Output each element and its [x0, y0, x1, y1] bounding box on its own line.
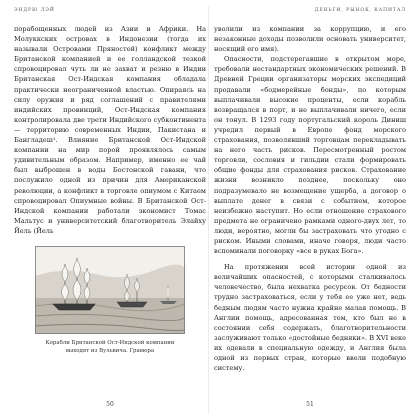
engraving-image: [35, 246, 185, 334]
right-running-head: ДЕНЬГИ, РЫНОК, КАПИТАЛ: [314, 8, 406, 13]
right-folio: 51: [306, 401, 314, 408]
right-page-body: [214, 24, 406, 373]
figure-caption-line: Корабли Британской Ост-Индской компании: [45, 340, 175, 346]
page-gutter: [208, 6, 209, 414]
right-paragraph: уволили из компании за коррупцию, и его незаконные доходы позволили основать университет, носящий его имя).: [214, 25, 406, 54]
left-folio: 50: [106, 401, 114, 408]
figure-caption: [14, 339, 206, 355]
left-page: [14, 0, 206, 420]
left-paragraph: порабощенных людей из Азии и Африки. На Молуккских островах в Индонезии (тогда их называли Островами Пряностей) конфликт между Британской компанией и ее голландской тезкой спровоцировал чуть ли не захват и резню в Индии Британская Ост-Индская компания обладала практически неограниченной властью. Опираясь на силу оружия и ряд соглашений с правителями индийских провинций, Ост-Индская компания контролировала две трети Индийского субконтинента — территорию современных Индии, Пакистана и Бангладеш¹. Влияние Британской Ост-Индской компании на мир порой проявлялось самым удивительным образом. Например, именно ее чай был выброшен в воды Бостонской гавани, что послужило одной из причин для Американской революции, а конфликт в торговле опиумом с Китаем спровоцировал Опиумные войны. В Британской Ост-Индской компании работали экономист Томас Мальтус и университетский благотворитель Элайху Йель (Йель: [14, 25, 206, 235]
left-page-body: [14, 24, 206, 236]
right-paragraph: Опасности, подстерегавшие в открытом море, требовали нестандартных экономических решений. В Древней Греции организаторы морских экспедиций продавали «бодмерейные бонды», по которым выплачивали высокие проценты, если корабль возвращался в порт, и не выплачивали ничего, если он тонул. В 1293 году португальский король Диниш учредил первый в Европе фонд морского страхования, позволявший торговцам перекладывать на него часть рисков. Пересмотренный ростом торговли, сословия и гильдии стали формировать общие фонды для страхования рисков. Страхование жизни возникло позднее, поскольку оно подразумевало не возмещение ущерба, а договор о выплате денег в связи с событием, которое неизбежно наступит. Но если отношение страхового предмета не ограничено рамками одного-двух лет, то люди, вероятно, могли бы застраховать что угодно с риском. Иными словами, иначе говоря, люди часто вспоминали поговорку «все в руках Бога».: [214, 55, 406, 256]
right-paragraph: На протяжении всей истории одной из величайших опасностей, с которыми сталкивалось человечество, была нехватка ресурсов. От бедности трудно застраховаться, если у тебя ее уже нет, ведь бедным людям часто нужна крайне малая помощь. В Англии помощь, адресованная тем, кто был не в состоянии себя содержать, благотворительности заслуживают только «достойные бедняки». В XVI веке их одевали в специальную одежду, и Англия была одной из первых стран, которые ввели подобную систему.: [214, 263, 406, 373]
left-running-head: ЭНДРЮ ЛЭЙ: [14, 8, 55, 13]
right-page: [214, 0, 406, 420]
engraving-figure: [14, 246, 206, 355]
figure-caption-line: выходят из Вульвича. Гравюра: [65, 348, 155, 354]
